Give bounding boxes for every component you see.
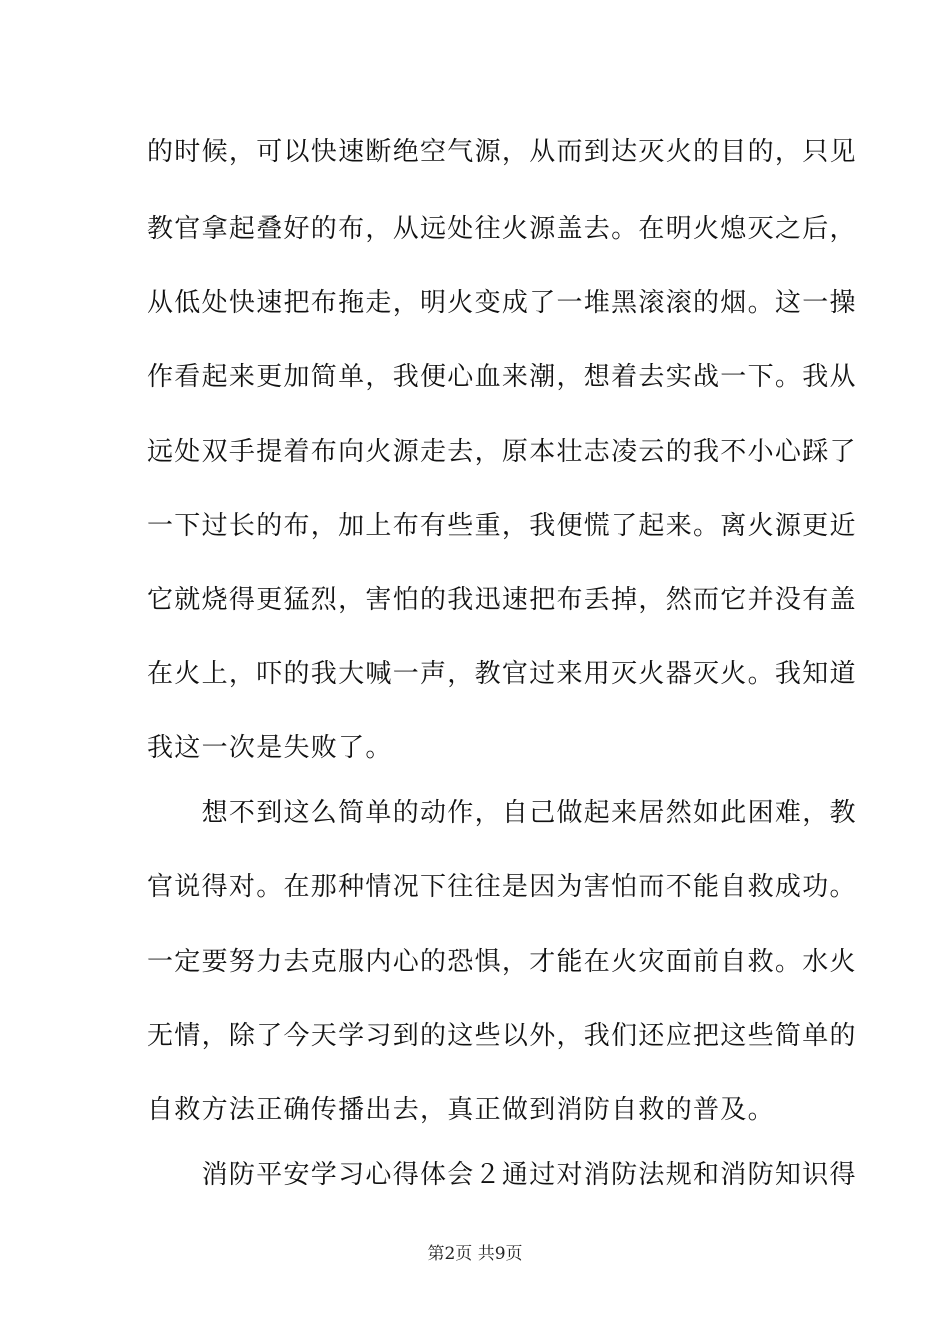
page-footer: 第2页 共9页 <box>427 1244 523 1264</box>
text-line: 的时候，可以快速断绝空气源，从而到达灭火的目的，只见 <box>147 137 857 167</box>
text-line: 消防平安学习心得体会２通过对消防法规和消防知识得 <box>147 1160 857 1190</box>
text-line: 它就烧得更猛烈，害怕的我迅速把布丢掉，然而它并没有盖 <box>147 585 857 615</box>
text-line: 想不到这么简单的动作，自己做起来居然如此困难，教 <box>147 798 857 828</box>
text-line: 在火上，吓的我大喊一声，教官过来用灭火器灭火。我知道 <box>147 659 857 689</box>
text-line: 官说得对。在那种情况下往往是因为害怕而不能自救成功。 <box>147 872 857 902</box>
text-line: 无情，除了今天学习到的这些以外，我们还应把这些简单的 <box>147 1021 857 1051</box>
text-line: 从低处快速把布拖走，明火变成了一堆黑滚滚的烟。这一操 <box>147 288 857 318</box>
text-line: 一下过长的布，加上布有些重，我便慌了起来。离火源更近 <box>147 511 857 541</box>
text-line: 教官拿起叠好的布，从远处往火源盖去。在明火熄灭之后， <box>147 214 857 244</box>
text-line: 我这一次是失败了。 <box>147 733 393 763</box>
text-line: 远处双手提着布向火源走去，原本壮志凌云的我不小心踩了 <box>147 437 857 467</box>
text-line: 一定要努力去克服内心的恐惧，才能在火灾面前自救。水火 <box>147 947 857 977</box>
text-line: 自救方法正确传播出去，真正做到消防自救的普及。 <box>147 1095 775 1125</box>
text-line: 作看起来更加简单，我便心血来潮，想着去实战一下。我从 <box>147 362 857 392</box>
